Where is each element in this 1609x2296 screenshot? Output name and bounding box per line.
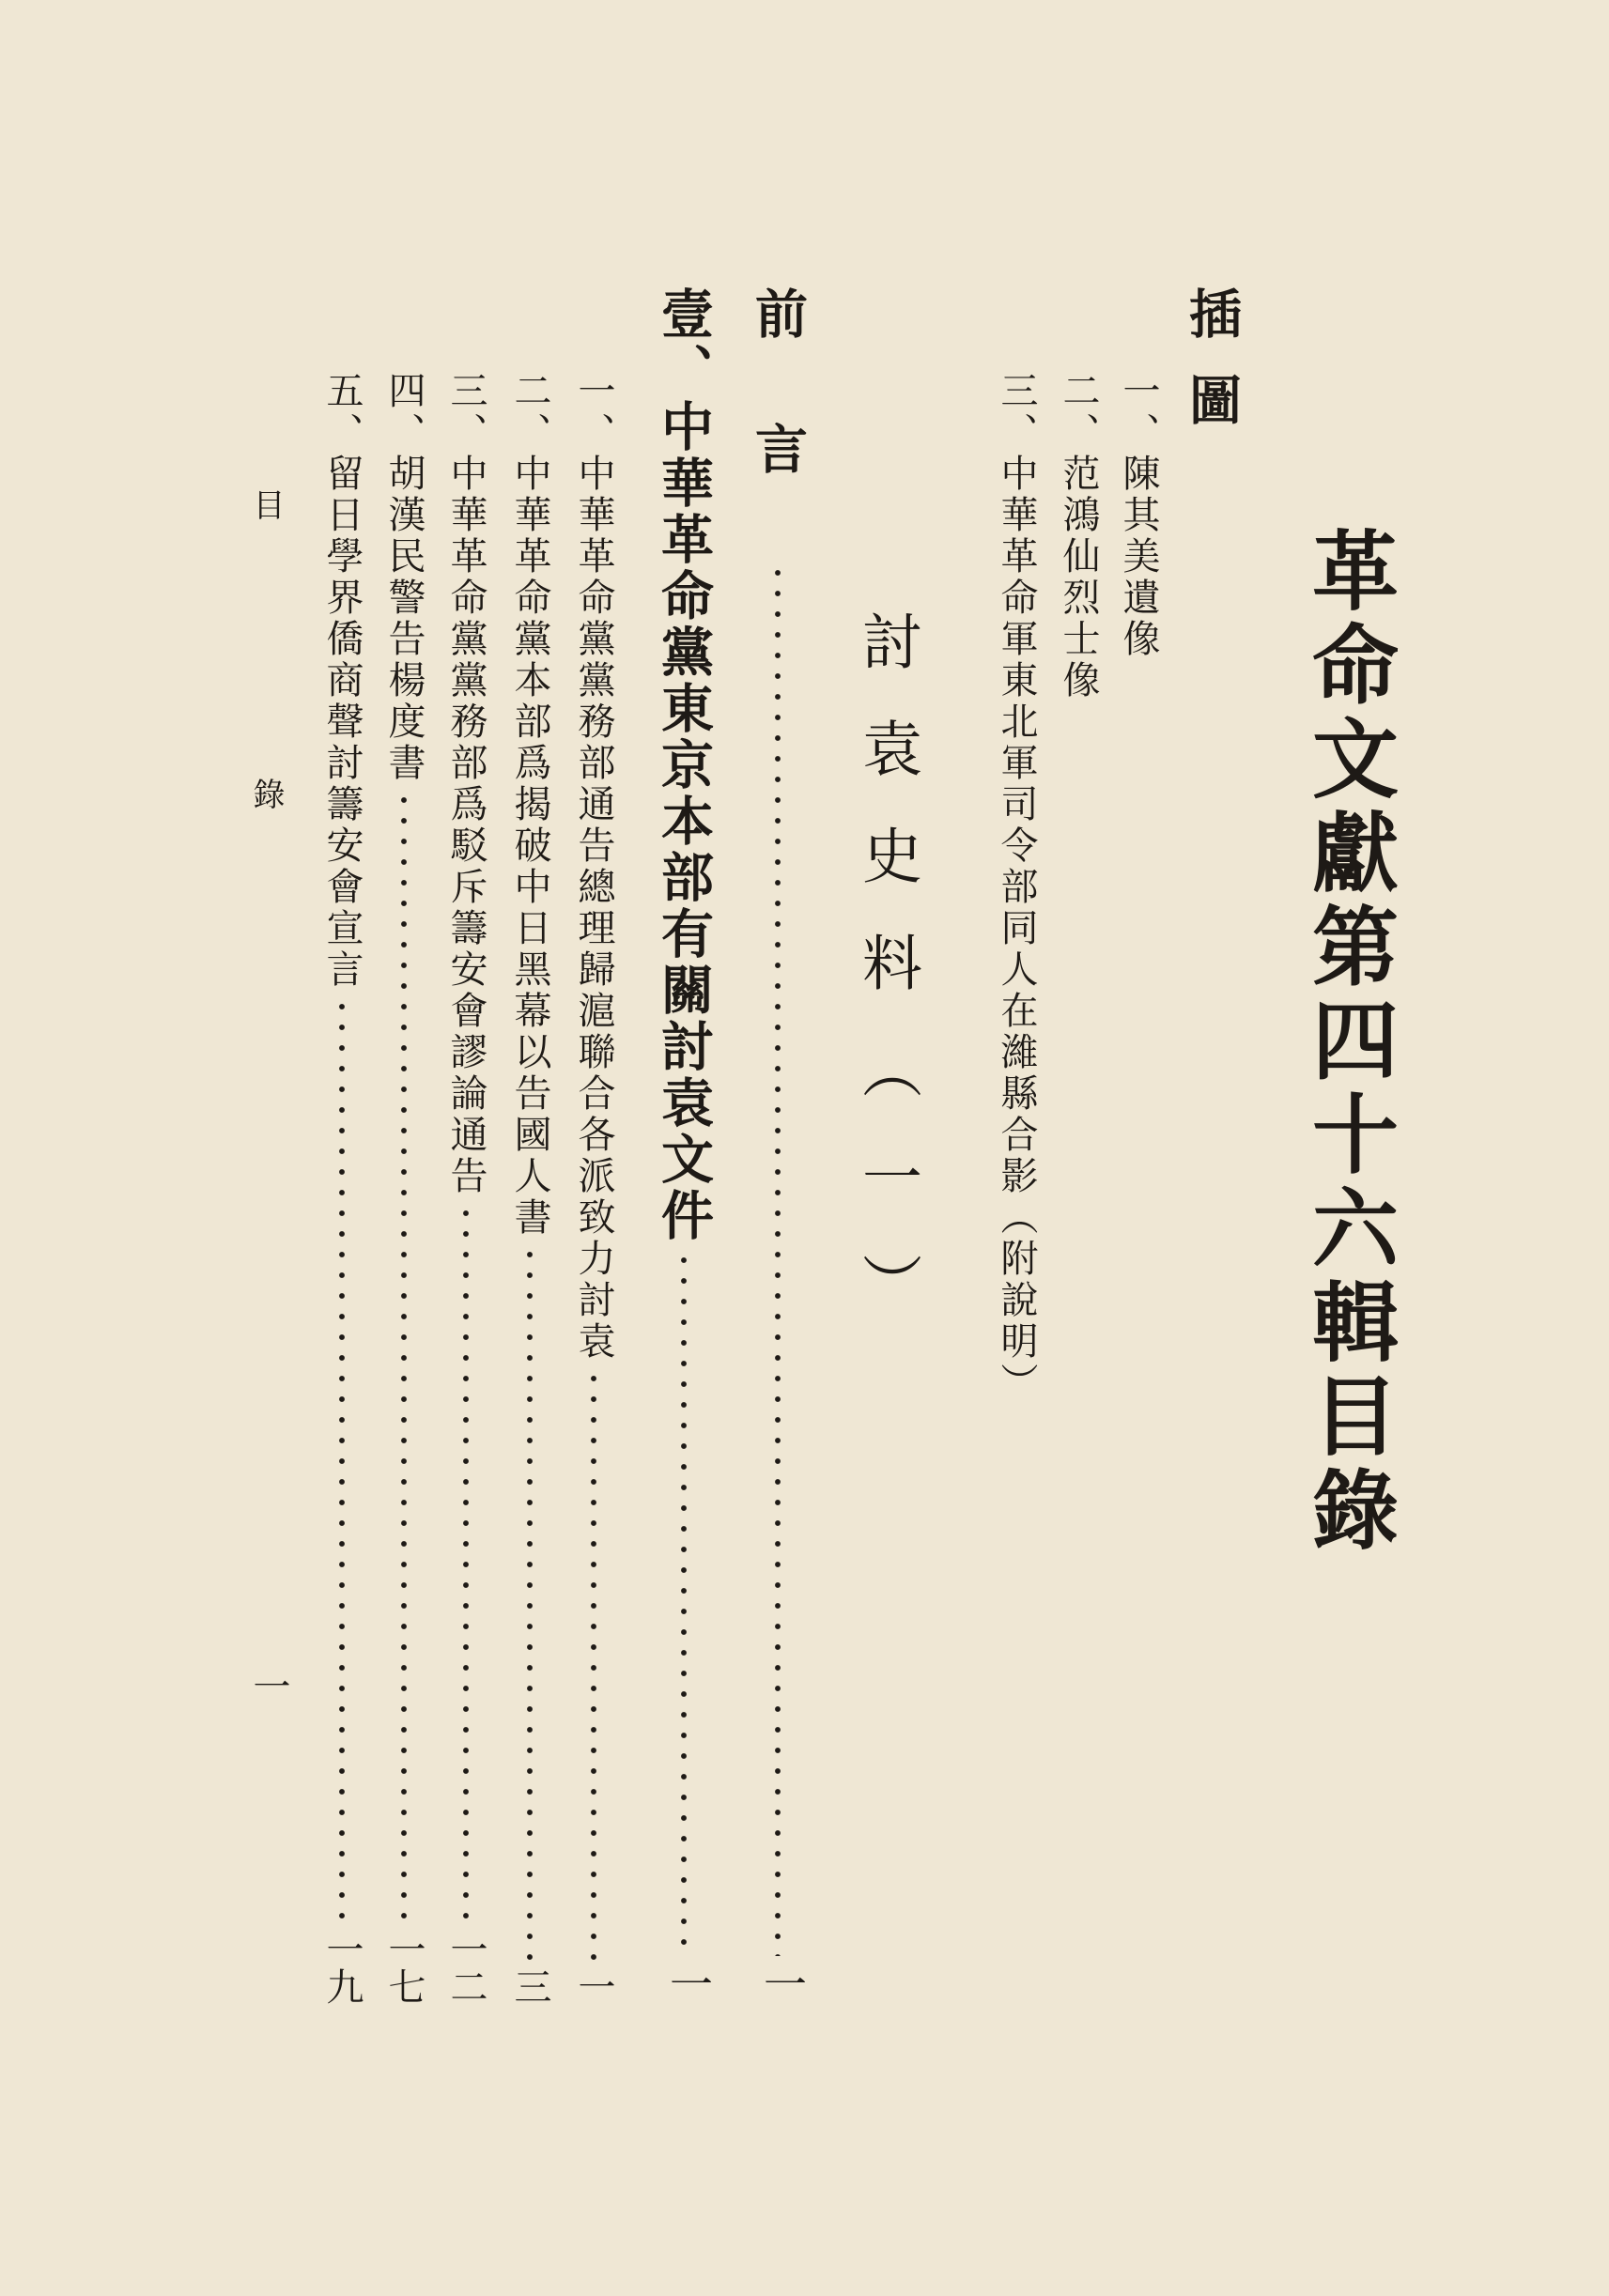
page-number: 一七 (382, 1930, 425, 2005)
page-number: 一 (572, 1967, 615, 2005)
leader-dots (447, 1203, 485, 1924)
page-number: 一九 (320, 1930, 364, 2005)
leader-dots (385, 790, 423, 1924)
toc-entry-row (382, 371, 425, 2005)
leader-dots (751, 562, 804, 1956)
document-subtitle: 討袁史料（一） (852, 610, 921, 1360)
leader-dots (575, 1368, 612, 1962)
page-number: 一 (757, 1962, 808, 2005)
toc-section-row (747, 286, 809, 2005)
illustration-item: 一、陳其美遺像 (1117, 371, 1160, 660)
toc-entry-row (572, 371, 615, 2005)
toc-section-row (653, 286, 715, 2005)
folio-page-number: 一 (247, 1667, 290, 1704)
page-number: 一 (663, 1962, 714, 2005)
illustration-item: 二、范鴻仙烈士像 (1057, 371, 1100, 701)
running-footer-label: 目 錄 (247, 488, 285, 922)
illustration-item: 三、中華革命軍東北軍司令部同人在濰縣合影（附說明） (995, 371, 1038, 1404)
illustrations-heading: 插圖 (1181, 286, 1243, 459)
toc-entry-row (508, 371, 551, 2005)
toc-entry-row (320, 371, 364, 2005)
entry-label: 五、留日學界僑商聲討籌安會宣言 (320, 371, 364, 991)
page-number: 三 (508, 1967, 551, 2005)
entry-label: 四、胡漢民警告楊度書 (382, 371, 425, 784)
page-number: 一二 (444, 1930, 487, 2005)
section-label: 前言 (747, 286, 809, 557)
section-label: 壹、中華革命黨東京本部有關討袁文件 (653, 286, 715, 1244)
entry-label: 一、中華革命黨黨務部通告總理歸滬聯合各派致力討袁 (572, 371, 615, 1363)
toc-entry-row (444, 371, 487, 2005)
page-title: 革命文獻第四十六輯目錄 (1298, 526, 1400, 1559)
leader-dots (511, 1244, 549, 1962)
leader-dots (658, 1250, 710, 1956)
entry-label: 二、中華革命黨本部爲揭破中日黑幕以告國人書 (508, 371, 551, 1239)
entry-label: 三、中華革命黨黨務部爲駁斥籌安會謬論通告 (444, 371, 487, 1197)
leader-dots (323, 996, 361, 1924)
